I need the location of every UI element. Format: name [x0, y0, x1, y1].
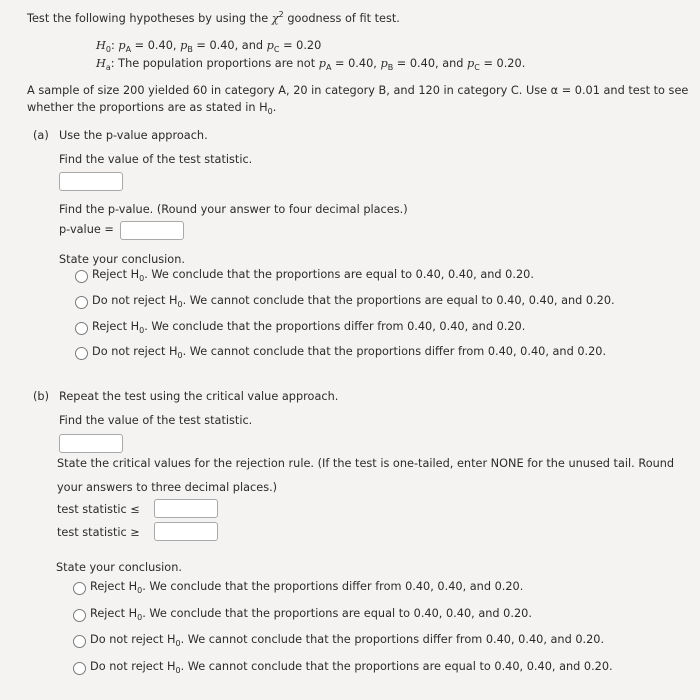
- part-b-conclusion-prompt: State your conclusion.: [56, 561, 182, 574]
- sample-description-line1: A sample of size 200 yielded 60 in category A, 20 in category B, and 120 in category C. Use α = 0.01 and test to see: [27, 84, 689, 97]
- part-a-pvalue-prompt: Find the p-value. (Round your answer to four decimal places.): [59, 203, 408, 216]
- part-b-heading: Repeat the test using the critical value approach.: [59, 390, 339, 403]
- pvalue-label: p-value =: [59, 223, 114, 236]
- part-b-option-3-radio[interactable]: [73, 635, 86, 648]
- part-a-option-4-label[interactable]: Do not reject $H_0$. We cannot conclude that the proportions differ from 0.40, 0.40, and 0.20.: [92, 345, 607, 360]
- lower-critical-input[interactable]: [154, 499, 218, 518]
- critical-values-prompt-line1: State the critical values for the rejection rule. (If the test is one-tailed, enter NONE for the unused tail. Round: [57, 457, 675, 470]
- part-a-option-3-label[interactable]: Reject $H_0$. We conclude that the proportions differ from 0.40, 0.40, and 0.20.: [92, 320, 526, 335]
- critical-values-prompt-line2: your answers to three decimal places.): [57, 481, 278, 494]
- lower-critical-label: test statistic ≤: [57, 503, 140, 516]
- question-title: Test the following hypotheses by using the $\chi^2$ goodness of fit test.: [27, 10, 400, 25]
- part-b-option-3-label[interactable]: Do not reject $H_0$. We cannot conclude that the proportions differ from 0.40, 0.40, and 0.20.: [90, 633, 605, 648]
- part-a-option-2-radio[interactable]: [75, 296, 88, 309]
- part-a-heading: Use the p-value approach.: [59, 129, 208, 142]
- part-a-label: (a): [33, 129, 49, 142]
- part-b-option-1-radio[interactable]: [73, 582, 86, 595]
- part-b-option-4-label[interactable]: Do not reject $H_0$. We cannot conclude that the proportions are equal to 0.40, 0.40, and 0.20.: [90, 660, 613, 675]
- sample-description-line2: whether the proportions are as stated in $H_0$.: [27, 101, 277, 116]
- part-b-option-2-radio[interactable]: [73, 609, 86, 622]
- part-a-option-1-radio[interactable]: [75, 270, 88, 283]
- part-a-option-4-radio[interactable]: [75, 347, 88, 360]
- part-a-option-1-label[interactable]: Reject $H_0$. We conclude that the proportions are equal to 0.40, 0.40, and 0.20.: [92, 268, 534, 283]
- part-a-option-2-label[interactable]: Do not reject $H_0$. We cannot conclude that the proportions are equal to 0.40, 0.40, and 0.20.: [92, 294, 615, 309]
- upper-critical-label: test statistic ≥: [57, 526, 140, 539]
- part-b-option-4-radio[interactable]: [73, 662, 86, 675]
- pvalue-input[interactable]: [120, 221, 184, 240]
- chi-symbol: χ: [271, 12, 279, 25]
- part-b-option-2-label[interactable]: Reject $H_0$. We conclude that the proportions are equal to 0.40, 0.40, and 0.20.: [90, 607, 532, 622]
- part-a-option-3-radio[interactable]: [75, 322, 88, 335]
- null-hypothesis: $H_0$: $p_A = 0.40$, $p_B = 0.40$, and $p_C = 0.20$: [96, 39, 322, 54]
- alternative-hypothesis: $H_a$: The population proportions are not $p_A = 0.40$, $p_B = 0.40$, and $p_C = 0.20$.: [96, 57, 526, 72]
- part-b-test-statistic-input[interactable]: [59, 434, 123, 453]
- upper-critical-input[interactable]: [154, 522, 218, 541]
- part-b-stat-prompt: Find the value of the test statistic.: [59, 414, 253, 427]
- part-a-test-statistic-input[interactable]: [59, 172, 123, 191]
- part-b-label: (b): [33, 390, 49, 403]
- part-b-option-1-label[interactable]: Reject $H_0$. We conclude that the proportions differ from 0.40, 0.40, and 0.20.: [90, 580, 524, 595]
- part-a-conclusion-prompt: State your conclusion.: [59, 253, 185, 266]
- part-a-stat-prompt: Find the value of the test statistic.: [59, 153, 253, 166]
